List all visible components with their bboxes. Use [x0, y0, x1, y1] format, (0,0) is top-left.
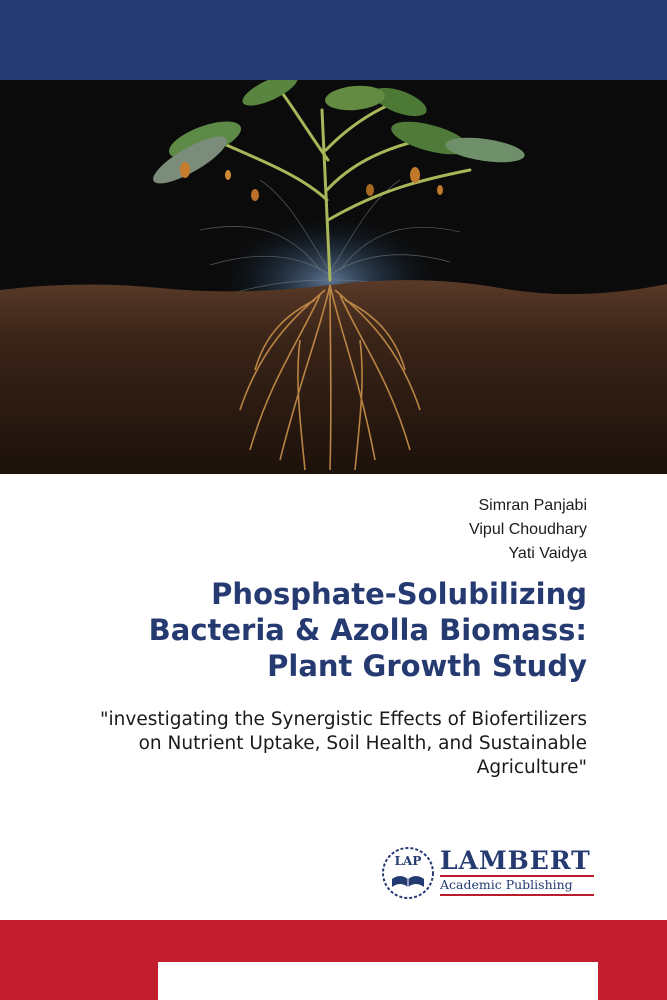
lap-book-seal-icon	[380, 845, 436, 901]
book-subtitle-line: Agriculture"	[476, 757, 587, 778]
book-title-line: Phosphate-Solubilizing	[211, 577, 587, 611]
lap-seal-text: LAP	[394, 854, 422, 868]
author-name: Vipul Choudhary	[468, 521, 587, 538]
author-list	[287, 494, 587, 566]
publisher-name: LAMBERT	[440, 846, 591, 875]
book-title-line: Bacteria & Azolla Biomass:	[148, 613, 587, 647]
author-name: Simran Panjabi	[478, 497, 587, 514]
book-subtitle-line: "investigating the Synergistic Effects of Biofertilizers	[100, 709, 587, 730]
publisher-rule	[440, 894, 594, 896]
publisher-logo	[380, 845, 600, 895]
book-subtitle	[67, 708, 587, 780]
publisher-tagline: Academic Publishing	[440, 877, 573, 892]
book-title-line: Plant Growth Study	[267, 649, 587, 683]
book-subtitle-line: on Nutrient Uptake, Soil Health, and Sustainable	[138, 733, 587, 754]
book-title	[107, 576, 587, 684]
cover-illustration	[0, 80, 667, 474]
author-name: Yati Vaidya	[508, 545, 587, 562]
barcode-area	[158, 962, 598, 1000]
top-color-band	[0, 0, 667, 80]
